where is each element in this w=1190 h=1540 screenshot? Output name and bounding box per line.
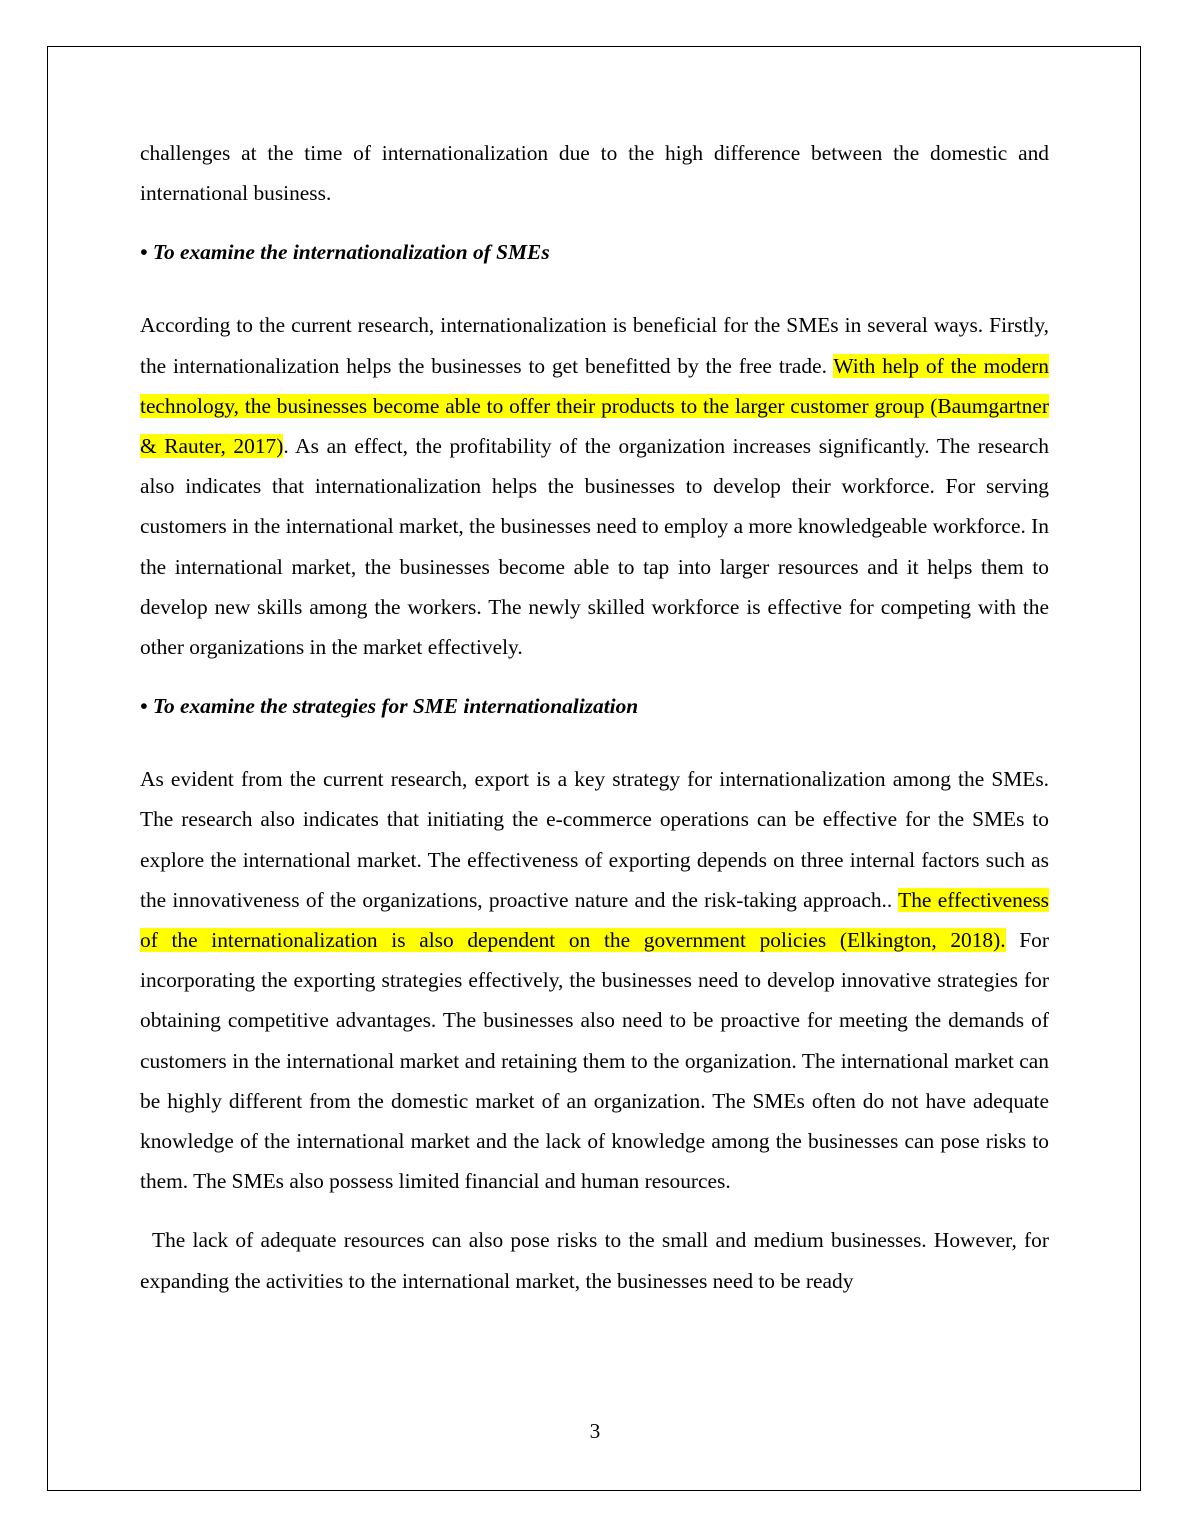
paragraph-continuation: challenges at the time of internationalization due to the high difference between the domestic and international business. bbox=[140, 141, 1049, 206]
text-run: . As an effect, the profitability of the organization increases significantly. The research also indicates that internationalization helps the businesses to develop their workforce. For serving customers in the international market, the businesses need to employ a more knowledgeable workforce. In the international market, the businesses become able to tap into larger resources and it helps them to develop new skills among the workers. The newly skilled workforce is effective for competing with the other organizations in the market effectively. bbox=[140, 434, 1049, 660]
section-heading-internationalization: • To examine the internationalization of SMEs bbox=[140, 240, 550, 265]
document-body bbox=[140, 133, 1049, 1301]
paragraph-resources: The lack of adequate resources can also pose risks to the small and medium businesses. However, for expanding the activities to the international market, the businesses need to be ready bbox=[140, 1228, 1049, 1293]
paragraph-internationalization-benefits bbox=[140, 305, 1049, 667]
highlighted-citation-text: The effectiveness of the internationalization is also dependent on the government policies (Elkington, 2018). bbox=[140, 887, 1049, 953]
text-run: As evident from the current research, export is a key strategy for internationalization among the SMEs. The research also indicates that initiating the e-commerce operations can be effective for the SMEs to explore the international market. The effectiveness of exporting depends on three internal factors such as the innovativeness of the organizations, proactive nature and the risk-taking approach.. bbox=[140, 767, 1049, 912]
text-run: For incorporating the exporting strategies effectively, the businesses need to develop innovative strategies for obtaining competitive advantages. The businesses also need to be proactive for meeting the demands of customers in the international market and retaining them to the organization. The international market can be highly different from the domestic market of an organization. The SMEs often do not have adequate knowledge of the international market and the lack of knowledge among the businesses can pose risks to them. The SMEs also possess limited financial and human resources. bbox=[140, 928, 1049, 1194]
paragraph-strategies bbox=[140, 759, 1049, 1201]
section-heading-strategies: • To examine the strategies for SME internationalization bbox=[140, 694, 639, 719]
highlighted-citation-text: With help of the modern technology, the businesses become able to offer their products to the larger customer group (Baumgartner & Rauter, 2017) bbox=[140, 353, 1049, 459]
text-run: According to the current research, internationalization is beneficial for the SMEs in several ways. Firstly, the internationalization helps the businesses to get benefitted by the free trade. bbox=[140, 313, 1049, 378]
page-number: 3 bbox=[589, 1419, 601, 1443]
